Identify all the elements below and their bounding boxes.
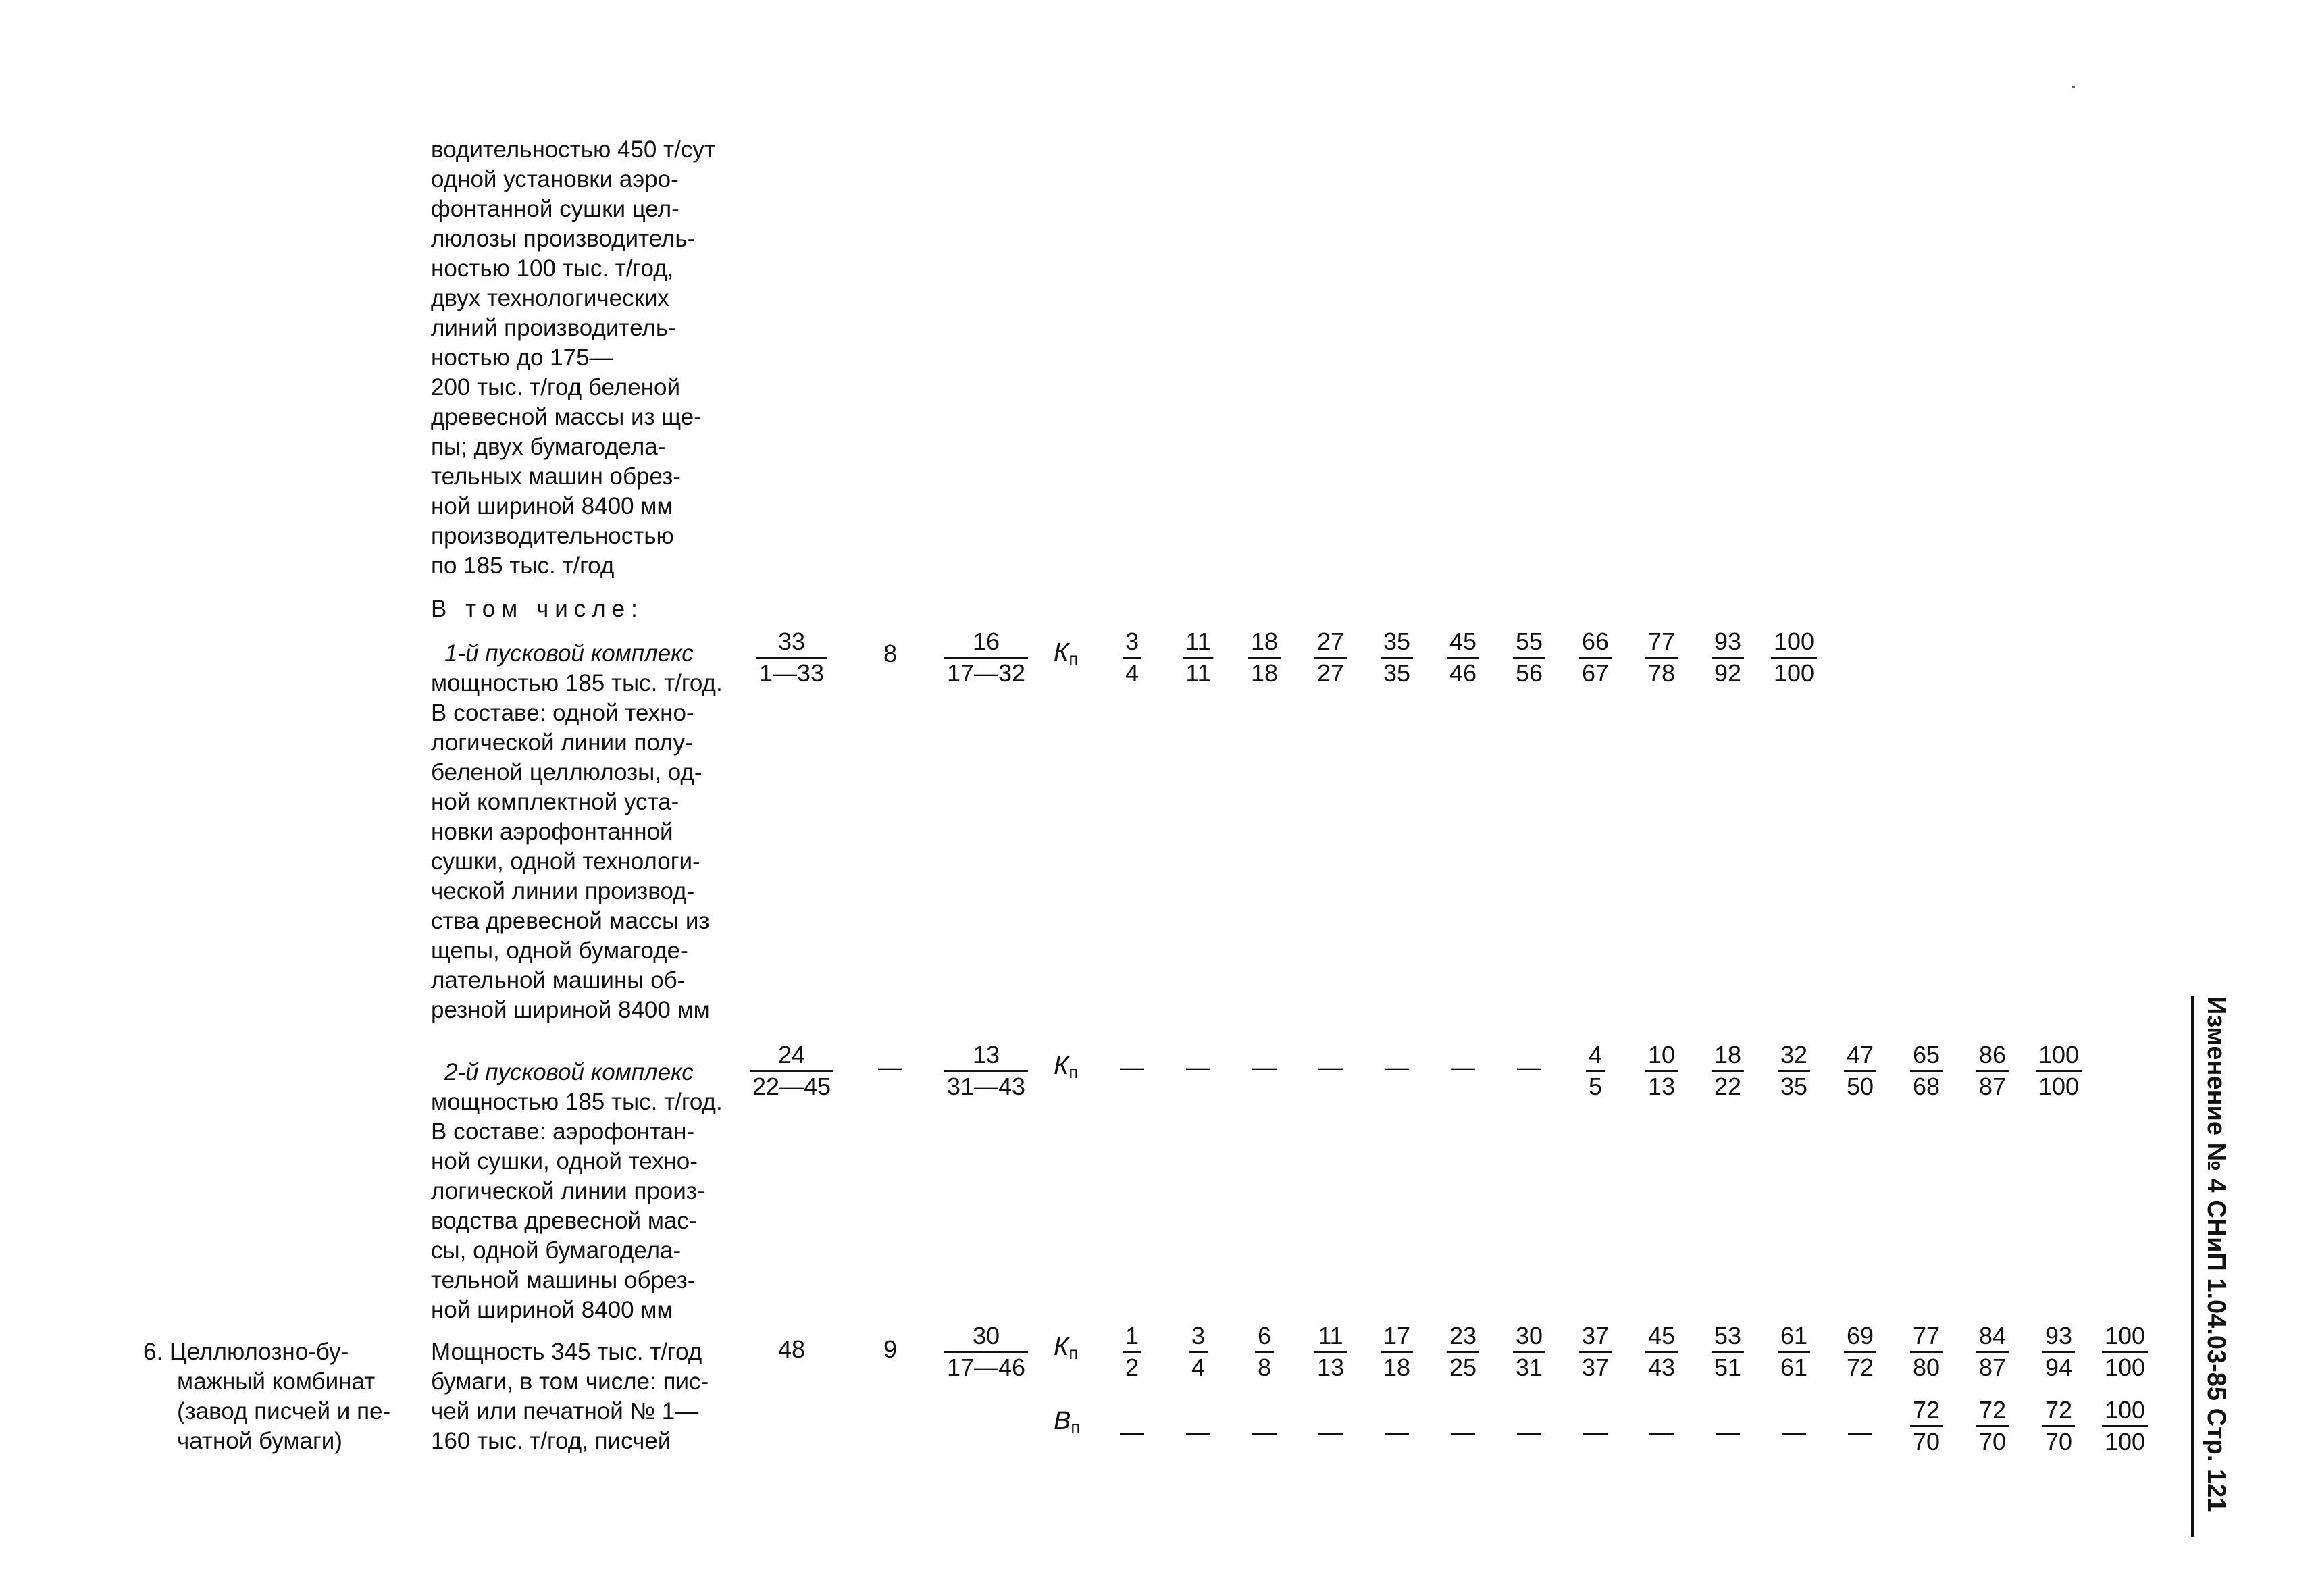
complex2-col3 <box>944 1040 1028 1102</box>
fraction-numerator: 4 <box>1586 1040 1605 1072</box>
fraction-numerator: 37 <box>1579 1321 1612 1353</box>
fraction-numerator: 47 <box>1844 1040 1876 1072</box>
text-line: линий производитель- <box>431 315 676 341</box>
scan-speck <box>2072 86 2075 88</box>
year-value <box>1123 627 1141 688</box>
year-value <box>1255 1321 1274 1383</box>
text-line: ной комплектной уста- <box>431 789 679 815</box>
year-dash: — <box>1716 1418 1740 1445</box>
text-line: водства древесной мас- <box>431 1208 697 1234</box>
text-line: чей или печатной № 1— <box>431 1398 699 1424</box>
year-value <box>1712 627 1744 688</box>
fraction-numerator: 11 <box>1314 1321 1347 1353</box>
fraction-denominator: 13 <box>1316 1354 1345 1381</box>
text-line: сы, одной бумагодела- <box>431 1237 682 1264</box>
text-line: ной шириной 8400 мм <box>431 493 673 519</box>
year-dash: — <box>1120 1418 1144 1445</box>
fraction-numerator: 6 <box>1255 1321 1274 1353</box>
year-value <box>1314 1321 1347 1383</box>
fraction-denominator: 70 <box>2045 1428 2073 1456</box>
fraction-numerator: 100 <box>1771 627 1817 659</box>
fraction-denominator: 22 <box>1714 1073 1742 1100</box>
year-value <box>1123 1321 1141 1383</box>
text-line: Мощность 345 тыс. т/год <box>431 1339 702 1365</box>
year-dash: — <box>1120 1053 1144 1081</box>
text-line: тельной машины обрез- <box>431 1267 696 1293</box>
in-total-label: В том числе: <box>431 596 644 622</box>
fraction-numerator: 77 <box>1910 1321 1943 1353</box>
fraction-denominator: 80 <box>1912 1354 1940 1381</box>
year-value <box>1712 1040 1744 1102</box>
fraction-denominator: 2 <box>1125 1354 1139 1381</box>
item6-description <box>431 1337 728 1456</box>
year-value <box>1910 1040 1943 1102</box>
item6-coef-b <box>1054 1406 1080 1442</box>
year-value <box>1248 627 1281 688</box>
fraction-numerator: 65 <box>1910 1040 1943 1072</box>
fraction-denominator: 51 <box>1714 1354 1742 1381</box>
fraction-denominator: 17—32 <box>946 659 1026 687</box>
fraction-denominator: 5 <box>1588 1073 1603 1100</box>
fraction-numerator: 53 <box>1712 1321 1744 1353</box>
fraction-numerator: 55 <box>1513 627 1545 659</box>
fraction-denominator: 4 <box>1125 659 1139 687</box>
fraction-denominator: 4 <box>1191 1354 1206 1381</box>
fraction-numerator: 86 <box>1976 1040 2009 1072</box>
fraction-numerator: 23 <box>1447 1321 1479 1353</box>
year-value <box>1189 1321 1208 1383</box>
fraction-numerator: 16 <box>944 627 1028 659</box>
year-value <box>1579 1321 1612 1383</box>
fraction-denominator: 100 <box>2104 1354 2146 1381</box>
fraction-denominator: 46 <box>1449 659 1477 687</box>
text-line: беленой целлюлозы, од- <box>431 759 702 786</box>
year-value <box>2042 1395 2075 1457</box>
fraction-numerator: 66 <box>1579 627 1612 659</box>
year-value <box>1645 1040 1678 1102</box>
coef-subscript: п <box>1069 648 1079 669</box>
fraction-denominator: 8 <box>1257 1354 1272 1381</box>
page-side-header: Изменение № 4 СНиП 1.04.03-85 Стр. 121 <box>2191 996 2232 1537</box>
fraction-denominator: 25 <box>1449 1354 1477 1381</box>
fraction-denominator: 31 <box>1515 1354 1543 1381</box>
year-value <box>1579 627 1612 688</box>
text-line: производительностью <box>431 523 674 549</box>
complex2-title: 2-й пусковой комплекс <box>444 1059 694 1085</box>
fraction-denominator: 61 <box>1780 1354 1808 1381</box>
coef-subscript: п <box>1071 1417 1081 1437</box>
fraction-denominator: 1—33 <box>759 659 825 687</box>
year-value <box>1910 1395 1943 1457</box>
text-line: 200 тыс. т/год беленой <box>431 374 681 401</box>
year-dash: — <box>1252 1053 1277 1081</box>
fraction-denominator: 43 <box>1647 1354 1676 1381</box>
text-line: по 185 тыс. т/год <box>431 552 615 579</box>
fraction-numerator: 30 <box>944 1321 1028 1353</box>
text-line: лательной машины об- <box>431 967 686 994</box>
text-line: чатной бумаги) <box>177 1428 342 1454</box>
fraction-numerator: 10 <box>1645 1040 1678 1072</box>
fraction-numerator: 30 <box>1513 1321 1545 1353</box>
year-value <box>1778 1321 1810 1383</box>
fraction-numerator: 3 <box>1189 1321 1208 1353</box>
fraction-denominator: 100 <box>2038 1073 2080 1100</box>
year-dash: — <box>1451 1418 1475 1445</box>
text-line: 6. Целлюлозно-бу- <box>143 1339 349 1365</box>
fraction-numerator: 72 <box>2042 1395 2075 1427</box>
fraction-numerator: 17 <box>1381 1321 1413 1353</box>
year-value <box>2042 1321 2075 1383</box>
text-line: сушки, одной технологи- <box>431 848 700 875</box>
fraction-numerator: 61 <box>1778 1321 1810 1353</box>
year-value <box>1645 1321 1678 1383</box>
fraction-denominator: 94 <box>2045 1354 2073 1381</box>
year-dash: — <box>1385 1418 1409 1445</box>
year-value <box>1844 1321 1876 1383</box>
text-line: ной сушки, одной техно- <box>431 1148 698 1175</box>
fraction-denominator: 18 <box>1250 659 1279 687</box>
fraction-numerator: 24 <box>750 1040 833 1072</box>
fraction-denominator: 17—46 <box>946 1354 1026 1381</box>
coef-letter: К <box>1054 1052 1069 1080</box>
complex1-description <box>431 639 728 1025</box>
year-dash: — <box>1186 1418 1210 1445</box>
continuation-description <box>431 135 728 581</box>
fraction-denominator: 13 <box>1647 1073 1676 1100</box>
fraction-denominator: 100 <box>1773 659 1815 687</box>
year-value <box>1645 627 1678 688</box>
fraction-denominator: 50 <box>1846 1073 1874 1100</box>
fraction-numerator: 45 <box>1645 1321 1678 1353</box>
fraction-numerator: 77 <box>1645 627 1678 659</box>
year-value <box>1447 1321 1479 1383</box>
text-line: логической линии произ- <box>431 1178 705 1204</box>
fraction-denominator: 92 <box>1714 659 1742 687</box>
complex1-col2: 8 <box>883 640 898 667</box>
fraction-numerator: 100 <box>2102 1321 2148 1353</box>
fraction-denominator: 67 <box>1581 659 1610 687</box>
text-line: ства древесной массы из <box>431 908 710 934</box>
text-line: В составе: одной техно- <box>431 700 694 726</box>
coef-letter: В <box>1054 1407 1071 1435</box>
text-line: ностью до 175— <box>431 344 613 371</box>
text-line: новки аэрофонтанной <box>431 819 673 845</box>
fraction-numerator: 45 <box>1447 627 1479 659</box>
complex2-col2: — <box>878 1053 902 1081</box>
year-value <box>1513 1321 1545 1383</box>
year-value <box>2102 1321 2148 1383</box>
fraction-denominator: 70 <box>1978 1428 2007 1456</box>
fraction-numerator: 93 <box>1712 627 1744 659</box>
text-line: тельных машин обрез- <box>431 463 681 490</box>
text-line: ной шириной 8400 мм <box>431 1297 673 1323</box>
coef-letter: К <box>1054 638 1069 667</box>
fraction-denominator: 18 <box>1383 1354 1411 1381</box>
year-value <box>1183 627 1213 688</box>
fraction-denominator: 87 <box>1978 1073 2007 1100</box>
year-value <box>1586 1040 1605 1102</box>
fraction-numerator: 72 <box>1976 1395 2009 1427</box>
year-value <box>1381 1321 1413 1383</box>
fraction-numerator: 84 <box>1976 1321 2009 1353</box>
text-line: ческой линии производ- <box>431 878 695 904</box>
fraction-denominator: 78 <box>1647 659 1676 687</box>
fraction-numerator: 93 <box>2042 1321 2075 1353</box>
item6-col3 <box>944 1321 1028 1383</box>
year-value <box>1381 627 1413 688</box>
fraction-numerator: 33 <box>756 627 827 659</box>
text-line: одной установки аэро- <box>431 166 679 192</box>
item6-col1: 48 <box>777 1335 806 1363</box>
year-value <box>1447 627 1479 688</box>
text-line: фонтанной сушки цел- <box>431 196 679 222</box>
text-line: 160 тыс. т/год, писчей <box>431 1428 671 1454</box>
item6-col2: 9 <box>883 1335 898 1363</box>
text-line: резной шириной 8400 мм <box>431 997 710 1023</box>
fraction-numerator: 18 <box>1712 1040 1744 1072</box>
year-dash: — <box>1583 1418 1608 1445</box>
fraction-denominator: 27 <box>1316 659 1345 687</box>
fraction-denominator: 11 <box>1185 659 1211 687</box>
fraction-denominator: 35 <box>1383 659 1411 687</box>
text-line: пы; двух бумагодела- <box>431 434 666 460</box>
text-line: бумаги, в том числе: пис- <box>431 1368 709 1395</box>
fraction-numerator: 35 <box>1381 627 1413 659</box>
year-value <box>1976 1040 2009 1102</box>
year-value <box>1910 1321 1943 1383</box>
complex2-description <box>431 1058 728 1325</box>
text-line: В составе: аэрофонтан- <box>431 1118 695 1145</box>
year-dash: — <box>1186 1053 1210 1081</box>
year-value <box>1771 627 1817 688</box>
fraction-numerator: 100 <box>2102 1395 2148 1427</box>
coef-letter: К <box>1054 1333 1069 1361</box>
year-value <box>1976 1395 2009 1457</box>
year-dash: — <box>1318 1053 1343 1081</box>
text-line: щепы, одной бумагоде- <box>431 937 688 964</box>
year-value <box>1976 1321 2009 1383</box>
text-line: мажный комбинат <box>177 1368 376 1395</box>
year-value <box>2036 1040 2082 1102</box>
fraction-denominator: 22—45 <box>752 1073 831 1100</box>
year-dash: — <box>1649 1418 1674 1445</box>
complex2-coef <box>1054 1051 1079 1087</box>
complex1-coef <box>1054 638 1079 673</box>
year-dash: — <box>1848 1418 1872 1445</box>
fraction-denominator: 72 <box>1846 1354 1874 1381</box>
year-dash: — <box>1451 1053 1475 1081</box>
year-value <box>1513 627 1545 688</box>
year-dash: — <box>1318 1418 1343 1445</box>
text-line: (завод писчей и пе- <box>177 1398 391 1424</box>
fraction-numerator: 13 <box>944 1040 1028 1072</box>
fraction-denominator: 31—43 <box>946 1073 1026 1100</box>
year-value <box>1844 1040 1876 1102</box>
complex2-col1 <box>750 1040 833 1102</box>
fraction-numerator: 69 <box>1844 1321 1876 1353</box>
fraction-denominator: 100 <box>2104 1428 2146 1456</box>
year-dash: — <box>1517 1418 1541 1445</box>
year-value <box>1314 627 1347 688</box>
year-dash: — <box>1517 1053 1541 1081</box>
fraction-numerator: 18 <box>1248 627 1281 659</box>
text-line: водительностью 450 т/сут <box>431 136 715 163</box>
fraction-denominator: 35 <box>1780 1073 1808 1100</box>
fraction-numerator: 3 <box>1123 627 1141 659</box>
item6-name <box>143 1337 413 1456</box>
text-line: логической линии полу- <box>431 729 693 756</box>
text-line: мощностью 185 тыс. т/год. <box>431 1089 723 1115</box>
fraction-numerator: 72 <box>1910 1395 1943 1427</box>
year-value <box>1778 1040 1810 1102</box>
complex1-col1 <box>756 627 827 688</box>
year-value <box>2102 1395 2148 1457</box>
fraction-denominator: 37 <box>1581 1354 1610 1381</box>
year-dash: — <box>1385 1053 1409 1081</box>
item6-coef-k <box>1054 1332 1079 1368</box>
text-line: люлозы производитель- <box>431 226 696 252</box>
year-value <box>1712 1321 1744 1383</box>
text-line: двух технологических <box>431 285 669 311</box>
fraction-numerator: 1 <box>1123 1321 1141 1353</box>
fraction-denominator: 70 <box>1912 1428 1940 1456</box>
fraction-numerator: 27 <box>1314 627 1347 659</box>
year-dash: — <box>1782 1418 1806 1445</box>
text-line: мощностью 185 тыс. т/год. <box>431 670 723 696</box>
text-line: древесной массы из ще- <box>431 404 702 430</box>
fraction-numerator: 100 <box>2036 1040 2082 1072</box>
text-line: ностью 100 тыс. т/год, <box>431 255 674 282</box>
complex1-col3 <box>944 627 1028 688</box>
coef-subscript: п <box>1069 1062 1079 1082</box>
complex1-title: 1-й пусковой комплекс <box>444 640 694 667</box>
fraction-denominator: 56 <box>1515 659 1543 687</box>
fraction-numerator: 11 <box>1183 627 1213 659</box>
fraction-denominator: 87 <box>1978 1354 2007 1381</box>
coef-subscript: п <box>1069 1343 1079 1363</box>
fraction-numerator: 32 <box>1778 1040 1810 1072</box>
fraction-denominator: 68 <box>1912 1073 1940 1100</box>
year-dash: — <box>1252 1418 1277 1445</box>
